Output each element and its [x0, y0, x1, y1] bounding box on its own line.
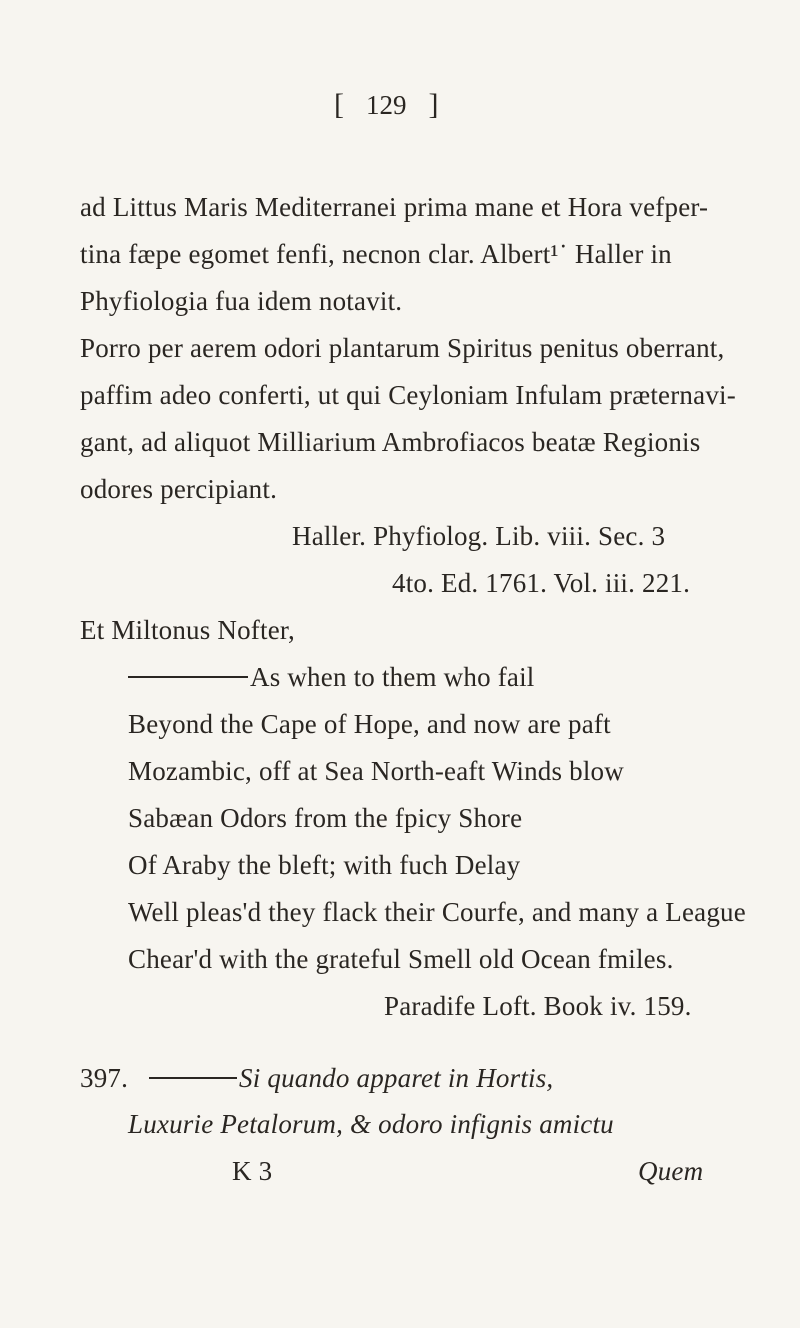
prose-line: paffim adeo conferti, ut qui Ceyloniam Infulam præternavi-	[80, 380, 736, 410]
poem-line: Beyond the Cape of Hope, and now are paft	[128, 709, 611, 739]
poem-first-line	[128, 661, 535, 693]
prose-line: tina fæpe egomet fenfi, necnon clar. Albert¹˙ Haller in	[80, 239, 672, 269]
prose-line: Porro per aerem odori plantarum Spiritus penitus oberrant,	[80, 333, 725, 363]
citation-haller-line-1: Haller. Phyfiolog. Lib. viii. Sec. 3	[292, 521, 666, 551]
em-dash-rule	[128, 676, 248, 678]
bracket-close: ]	[428, 88, 439, 121]
milton-intro: Et Miltonus Nofter,	[80, 615, 295, 645]
poem-first-line-text: As when to them who fail	[250, 662, 535, 692]
citation-haller-line-2: 4to. Ed. 1761. Vol. iii. 221.	[392, 568, 691, 598]
prose-line: odores percipiant.	[80, 474, 278, 504]
poem-line: Of Araby the bleft; with fuch Delay	[128, 850, 521, 880]
em-dash-rule	[149, 1077, 237, 1079]
prose-line: Phyfiologia fua idem notavit.	[80, 286, 403, 316]
catchword: Quem	[638, 1156, 704, 1186]
poem-line: Sabæan Odors from the fpicy Shore	[128, 803, 523, 833]
poem-line: Mozambic, off at Sea North-eaft Winds blow	[128, 756, 624, 786]
prose-line: ad Littus Maris Mediterranei prima mane et Hora vefper-	[80, 192, 709, 222]
poem-line: Well pleas'd they flack their Courfe, and many a League	[128, 897, 746, 927]
bracket-open: [	[334, 88, 344, 121]
footnote-number: 397.	[80, 1063, 129, 1093]
page-header	[334, 88, 439, 122]
prose-line: gant, ad aliquot Milliarium Ambrofiacos beatæ Regionis	[80, 427, 701, 457]
poem-line: Chear'd with the grateful Smell old Ocean fmiles.	[128, 944, 674, 974]
citation-milton: Paradife Loft. Book iv. 159.	[384, 991, 692, 1021]
footnote-line-1	[80, 1062, 553, 1094]
footnote-line-2: Luxurie Petalorum, & odoro infignis amictu	[128, 1109, 614, 1139]
footnote-quote: Si quando apparet in Hortis,	[239, 1063, 554, 1093]
page-number: 129	[366, 90, 407, 120]
signature-mark: K 3	[232, 1156, 273, 1186]
